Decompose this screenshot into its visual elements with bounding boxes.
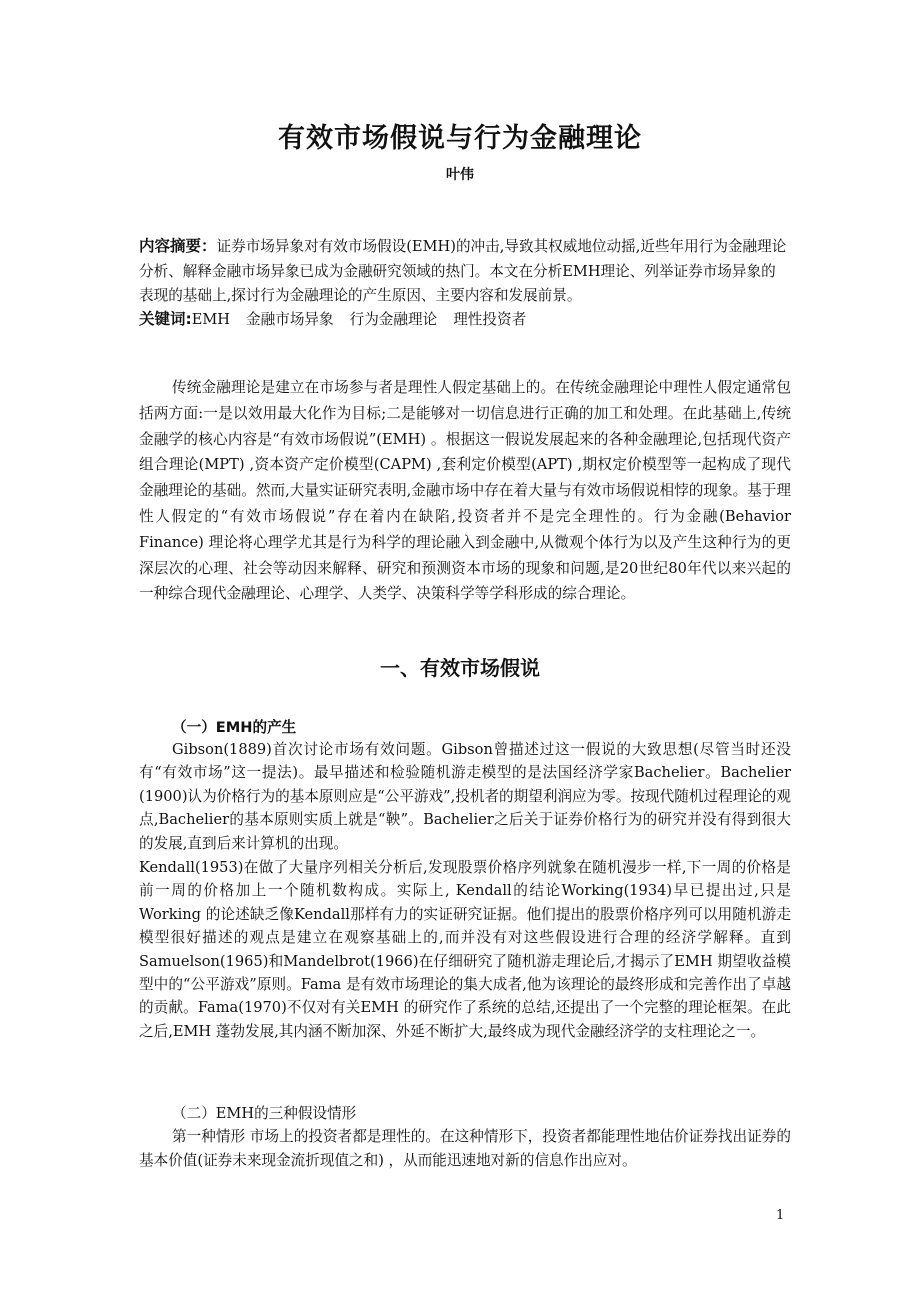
abstract-text: 证券市场异象对有效市场假设(EMH)的冲击,导致其权威地位动摇,近些年用行为金融理论分析、解释金融市场异象已成为金融研究领域的热门。本文在分析EMH理论、列举证券市场异象的表现的基础上,探讨行为金融理论的产生原因、主要内容和发展前景。 [139,238,787,304]
abstract [139,234,789,309]
keywords-label: 关键词: [139,310,192,328]
intro-paragraph: 传统金融理论是建立在市场参与者是理性人假定基础上的。在传统金融理论中理性人假定通常包括两方面:一是以效用最大化作为目标;二是能够对一切信息进行正确的加工和处理。在此基础上,传统金融学的核心内容是“有效市场假说”(EMH) 。根据这一假说发展起来的各种金融理论,包括现代资产组合理论(MPT) ,资本资产定价模型(CAPM) ,套利定价模型(APT) ,期权定价模型等一起构成了现代金融理论的基础。然而,大量实证研究表明,金融市场中存在着大量与有效市场假说相悖的现象。基于理性人假定的“有效市场假说”存在着内在缺陷,投资者并不是完全理性的。行为金融(Behavior Finance) 理论将心理学尤其是行为科学的理论融入到金融中,从微观个体行为以及产生这种行为的更深层次的心理、社会等动因来解释、研究和预测资本市场的现象和问题,是20世纪80年代以来兴起的一种综合现代金融理论、心理学、人类学、决策科学等学科形成的综合理论。 [139,379,791,603]
paragraph: Kendall(1953)在做了大量序列相关分析后,发现股票价格序列就象在随机漫步一样,下一周的价格是前一周的价格加上一个随机数构成。实际上, Kendall的结论Working(1934)早已提出过,只是Working 的论述缺乏像Kendall那样有力的实证研究证据。他们提出的股票价格序列可以用随机游走模型很好描述的观点是建立在观察基础上的,而并没有对这些假设进行合理的经济学解释。直到Samuelson(1965)和Mandelbrot(1966)在仔细研究了随机游走理论后,才揭示了EMH 期望收益模型中的“公平游戏”原则。Fama 是有效市场理论的集大成者,他为该理论的最终形成和完善作出了卓越的贡献。Fama(1970)不仅对有关EMH 的研究作了系统的总结,还提出了一个完整的理论框架。在此之后,EMH 蓬勃发展,其内涵不断加深、外延不断扩大,最终成为现代金融经济学的支柱理论之一。 [139,859,791,1040]
author-name: 叶伟 [446,167,474,183]
page-number: 1 [776,1208,785,1223]
abstract-label: 内容摘要： [139,237,217,255]
keyword-item: EMH [191,311,231,328]
paper-title: 有效市场假说与行为金融理论 [278,123,642,154]
keyword-item: 金融市场异象 [246,311,334,328]
keyword-item: 行为金融理论 [349,311,438,328]
subsection-heading: （二）EMH的三种假设情形 [172,1105,357,1122]
keywords [139,307,789,332]
section-heading: 一、有效市场假说 [380,656,540,680]
paragraph: 第一种情形 市场上的投资者都是理性的。在这种情形下，投资者都能理性地估价证券找出证券的基本价值(证券未来现金流折现值之和) ，从而能迅速地对新的信息作出应对。 [139,1128,791,1169]
subsection-heading: （一）EMH的产生 [172,719,297,736]
paragraph: Gibson(1889)首次讨论市场有效问题。Gibson曾描述过这一假说的大致思想(尽管当时还没有“有效市场”这一提法)。最早描述和检验随机游走模型的是法国经济学家Bachelier。Bachelier (1900)认为价格行为的基本原则应是“公平游戏”,投机者的期望利润应为零。按现代随机过程理论的观点,Bachelier的基本原则实质上就是“鞅”。Bachelier之后关于证券价格行为的研究并没有得到很大的发展,直到后来计算机的出现。 [139,741,791,852]
keyword-item: 理性投资者 [453,311,527,328]
